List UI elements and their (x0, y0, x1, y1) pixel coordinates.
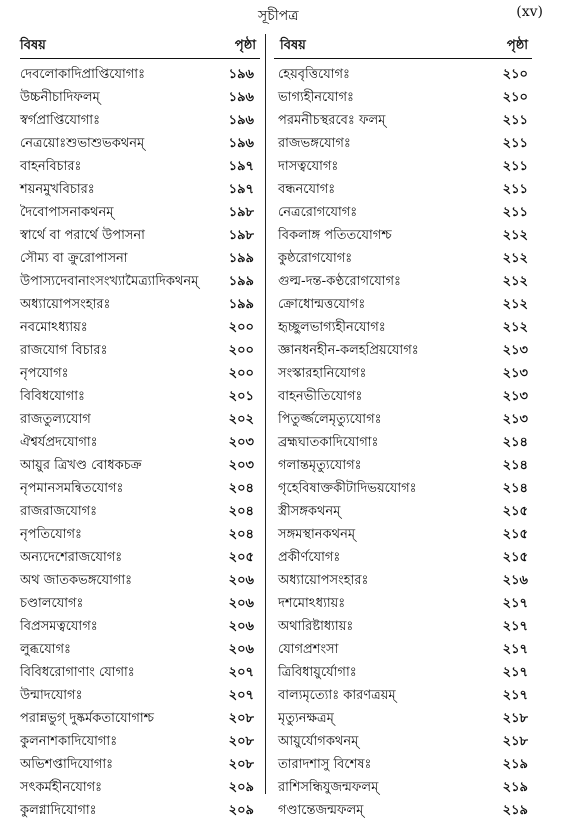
left-entry-page: ২০৭ (228, 688, 254, 703)
right-entry-page: ২১৩ (502, 343, 528, 358)
right-entry-title: বাহনভীতিযোগঃ (278, 389, 363, 404)
right-entry-title: মৃত্যুনক্ষত্রম্ (278, 711, 334, 726)
right-entry-title: দশমোঽধ্যায়ঃ (278, 596, 346, 611)
table-row (0, 315, 565, 338)
left-entry-title: নৃপযোগঃ (20, 366, 69, 381)
left-entry-page: ২০৬ (228, 619, 254, 634)
right-entry-title: বিকলাঙ্গ পতিতযোগশ্চ (278, 228, 392, 243)
right-entry-title: অধ্যায়োপসংহারঃ (278, 573, 369, 588)
right-entry-page: ২১৯ (502, 803, 528, 818)
left-page-header: পৃষ্ঠা (234, 38, 256, 53)
right-entry-page: ২১৩ (502, 389, 528, 404)
left-entry-title: চণ্ডালযোগঃ (20, 596, 84, 611)
table-row (0, 154, 565, 177)
left-entry-page: ২০০ (228, 320, 254, 335)
right-entry-page: ২১৪ (502, 481, 528, 496)
right-entry-page: ২১৩ (502, 366, 528, 381)
left-entry-page: ১৯৬ (228, 113, 254, 128)
left-entry-title: কুলগ্নাদিযোগাঃ (20, 803, 97, 818)
left-entry-page: ১৯৬ (228, 136, 254, 151)
left-entry-page: ২০৮ (228, 734, 254, 749)
left-entry-title: শয়নমুখবিচারঃ (20, 182, 95, 197)
right-entry-page: ২১৩ (502, 412, 528, 427)
left-entry-page: ২০৭ (228, 665, 254, 680)
left-subject-header: বিষয় (20, 38, 46, 53)
table-row (0, 637, 565, 660)
right-entry-page: ২১২ (502, 251, 528, 266)
left-entry-title: উন্মাদযোগঃ (20, 688, 83, 703)
table-row (0, 453, 565, 476)
contents-table (0, 62, 565, 821)
right-header-rule (274, 58, 532, 59)
right-entry-page: ২১০ (502, 67, 528, 82)
left-entry-page: ২০৪ (228, 481, 254, 496)
left-entry-title: অধ্যায়োপসংহারঃ (20, 297, 111, 312)
table-row (0, 200, 565, 223)
right-entry-page: ২১১ (502, 113, 528, 128)
table-row (0, 131, 565, 154)
left-entry-page: ২০৮ (228, 711, 254, 726)
table-row (0, 62, 565, 85)
left-entry-page: ২০৫ (228, 550, 254, 565)
right-entry-title: গণ্ডান্তেজন্মফলম্ (278, 803, 364, 818)
left-entry-title: কুলনাশকাদিযোগাঃ (20, 734, 118, 749)
left-entry-page: ২০৬ (228, 642, 254, 657)
table-row (0, 108, 565, 131)
left-entry-page: ২০৮ (228, 757, 254, 772)
table-row (0, 752, 565, 775)
left-entry-page: ২০২ (228, 412, 254, 427)
left-entry-page: ১৯৮ (228, 205, 254, 220)
left-entry-title: স্বার্থে বা পরার্থে উপাসনা (20, 228, 145, 243)
right-entry-title: বন্ধনযোগঃ (278, 182, 336, 197)
left-entry-page: ২০০ (228, 343, 254, 358)
right-entry-title: সঙ্গমস্থানকথনম্ (278, 527, 356, 542)
right-subject-header: বিষয় (280, 38, 306, 53)
left-entry-title: রাজযোগ বিচারঃ (20, 343, 108, 358)
table-row (0, 545, 565, 568)
table-row (0, 269, 565, 292)
left-entry-page: ২০৯ (228, 803, 254, 818)
right-entry-title: রাশিসন্ধিযুজন্মফলম্ (278, 780, 379, 795)
left-entry-title: বিবিধযোগাঃ (20, 389, 85, 404)
right-entry-title: আয়ুর্যোগকথনম্ (278, 734, 359, 749)
table-row (0, 430, 565, 453)
table-row (0, 223, 565, 246)
right-entry-page: ২১৫ (502, 504, 528, 519)
left-entry-title: অভিশপ্তাদিযোগাঃ (20, 757, 114, 772)
right-entry-title: হেয়বৃত্তিযোগঃ (278, 67, 350, 82)
left-entry-title: রাজরাজযোগঃ (20, 504, 98, 519)
table-row (0, 568, 565, 591)
left-entry-page: ১৯৭ (228, 159, 254, 174)
right-entry-title: স্ত্রীসঙ্গকথনম্ (278, 504, 341, 519)
table-row (0, 775, 565, 798)
right-entry-title: বাল্যমৃত্যোঃ কারণত্রয়ম্ (278, 688, 396, 703)
right-entry-title: যোগপ্রশংসা (278, 642, 339, 657)
table-row (0, 729, 565, 752)
right-entry-page: ২১১ (502, 205, 528, 220)
left-entry-page: ২০৯ (228, 780, 254, 795)
left-entry-title: স্বর্গপ্রাপ্তিযোগাঃ (20, 113, 101, 128)
right-entry-page: ২১৭ (502, 596, 528, 611)
table-row (0, 476, 565, 499)
left-entry-title: বিপ্রসমত্বযোগঃ (20, 619, 98, 634)
table-row (0, 522, 565, 545)
left-entry-title: নৃপতিযোগঃ (20, 527, 82, 542)
right-entry-page: ২১১ (502, 136, 528, 151)
right-entry-page: ২১৯ (502, 780, 528, 795)
left-entry-page: ১৯৭ (228, 182, 254, 197)
left-entry-title: উচ্চনীচাদিফলম্ (20, 90, 100, 105)
left-entry-page: ১৯৬ (228, 90, 254, 105)
left-entry-page: ২০৬ (228, 596, 254, 611)
right-entry-page: ২১৫ (502, 527, 528, 542)
right-entry-page: ২১৬ (502, 573, 528, 588)
left-entry-page: ২০৪ (228, 504, 254, 519)
table-row (0, 591, 565, 614)
right-entry-page: ২১১ (502, 159, 528, 174)
table-row (0, 407, 565, 430)
table-row (0, 292, 565, 315)
left-entry-page: ১৯৬ (228, 67, 254, 82)
left-entry-title: সৎকর্মহীনযোগঃ (20, 780, 103, 795)
table-row (0, 660, 565, 683)
left-header-rule (20, 58, 260, 59)
left-entry-title: অন্যদেশেরাজযোগঃ (20, 550, 123, 565)
page-header (0, 2, 565, 24)
right-entry-title: কুষ্ঠরোগযোগঃ (278, 251, 353, 266)
right-entry-title: ভাগ্যহীনযোগঃ (278, 90, 354, 105)
right-entry-title: গৃহেবিষাক্তকীটাদিভয়যোগঃ (278, 481, 417, 496)
table-row (0, 499, 565, 522)
left-entry-page: ২০০ (228, 366, 254, 381)
left-entry-title: লুব্ধযোগঃ (20, 642, 71, 657)
right-entry-page: ২১১ (502, 182, 528, 197)
left-entry-page: ২০৪ (228, 527, 254, 542)
right-entry-title: পিতুর্জ্জলেমৃত্যুযোগঃ (278, 412, 382, 427)
left-entry-page: ১৯৯ (228, 274, 254, 289)
right-entry-page: ২১০ (502, 90, 528, 105)
right-page-header: পৃষ্ঠা (506, 38, 528, 53)
right-entry-title: ক্রোধোন্মত্তযোগঃ (278, 297, 366, 312)
table-row (0, 338, 565, 361)
right-entry-page: ২১৭ (502, 665, 528, 680)
right-entry-title: তারাদশাসু বিশেষঃ (278, 757, 372, 772)
left-entry-page: ২০৩ (228, 458, 254, 473)
right-entry-page: ২১৭ (502, 642, 528, 657)
right-entry-title: পরমনীচস্থরবেঃ ফলম্ (278, 113, 386, 128)
left-entry-page: ১৯৯ (228, 251, 254, 266)
right-entry-title: রাজভঙ্গযোগঃ (278, 136, 351, 151)
right-entry-title: নেত্ররোগযোগঃ (278, 205, 358, 220)
right-entry-title: হৃচ্ছুলভাগ্যহীনযোগঃ (278, 320, 386, 335)
table-row (0, 361, 565, 384)
left-entry-page: ১৯৮ (228, 228, 254, 243)
right-entry-title: ত্রিবিধায়ুর্যোগাঃ (278, 665, 357, 680)
table-row (0, 85, 565, 108)
left-entry-title: পরান্নভুগ্ দুষ্কর্মকতাযোগাশ্চ (20, 711, 154, 726)
right-entry-title: প্রকীর্ণযোগঃ (278, 550, 341, 565)
left-entry-title: রাজতুল্যযোগ (20, 412, 91, 427)
left-entry-title: বাহনবিচারঃ (20, 159, 82, 174)
left-entry-title: নবমোঽধ্যায়ঃ (20, 320, 88, 335)
left-entry-page: ২০৩ (228, 435, 254, 450)
right-entry-title: ব্রহ্মঘাতকাদিযোগাঃ (278, 435, 379, 450)
page-title: সূচীপত্র (258, 8, 299, 24)
left-entry-page: ২০৬ (228, 573, 254, 588)
right-entry-title: গুল্ম-দন্ত-কণ্ঠরোগযোগঃ (278, 274, 401, 289)
left-entry-title: আয়ুর ত্রিখণ্ড বোধকচক্র (20, 458, 142, 473)
left-entry-title: নৃপমানসমন্বিতযোগঃ (20, 481, 124, 496)
right-entry-page: ২১৪ (502, 458, 528, 473)
table-row (0, 246, 565, 269)
left-entry-title: উপাস্যদেবানাংসংখ্যামৈত্র্যাদিকথনম্ (20, 274, 199, 289)
left-entry-title: দেবলোকাদিপ্রাপ্তিযোগাঃ (20, 67, 146, 82)
left-entry-title: দৈবোপাসনাকথনম্ (20, 205, 114, 220)
right-entry-page: ২১২ (502, 320, 528, 335)
right-entry-title: সংস্কারহানিযোগঃ (278, 366, 367, 381)
left-entry-title: বিবিধরোগাণাং যোগাঃ (20, 665, 135, 680)
page-number: (xv) (516, 4, 543, 20)
right-entry-page: ২১৪ (502, 435, 528, 450)
right-entry-page: ২১২ (502, 228, 528, 243)
left-entry-page: ১৯৯ (228, 297, 254, 312)
left-entry-title: নেত্রয়োঃশুভাশুভকথনম্ (20, 136, 145, 151)
right-entry-page: ২১২ (502, 297, 528, 312)
table-row (0, 614, 565, 637)
table-row (0, 798, 565, 821)
right-entry-page: ২১৭ (502, 619, 528, 634)
right-entry-page: ২১৭ (502, 688, 528, 703)
right-entry-title: দাসত্বযোগঃ (278, 159, 339, 174)
left-entry-title: ঐশ্বর্যপ্রদযোগাঃ (20, 435, 98, 450)
right-entry-page: ২১৮ (502, 734, 528, 749)
right-entry-title: জ্ঞানধনহীন-কলহপ্রিয়যোগঃ (278, 343, 419, 358)
table-row (0, 384, 565, 407)
table-row (0, 177, 565, 200)
table-row (0, 683, 565, 706)
table-row (0, 706, 565, 729)
left-entry-title: সৌম্য বা ক্রুরোপাসনা (20, 251, 128, 266)
left-entry-title: অথ জাতকভঙ্গযোগাঃ (20, 573, 133, 588)
right-entry-title: গলান্তমৃত্যুযোগঃ (278, 458, 362, 473)
right-entry-title: অথারিষ্টাধ্যায়ঃ (278, 619, 354, 634)
right-entry-page: ২১৮ (502, 711, 528, 726)
right-entry-page: ২১৯ (502, 757, 528, 772)
right-entry-page: ২১২ (502, 274, 528, 289)
left-entry-page: ২০১ (228, 389, 254, 404)
right-entry-page: ২১৫ (502, 550, 528, 565)
